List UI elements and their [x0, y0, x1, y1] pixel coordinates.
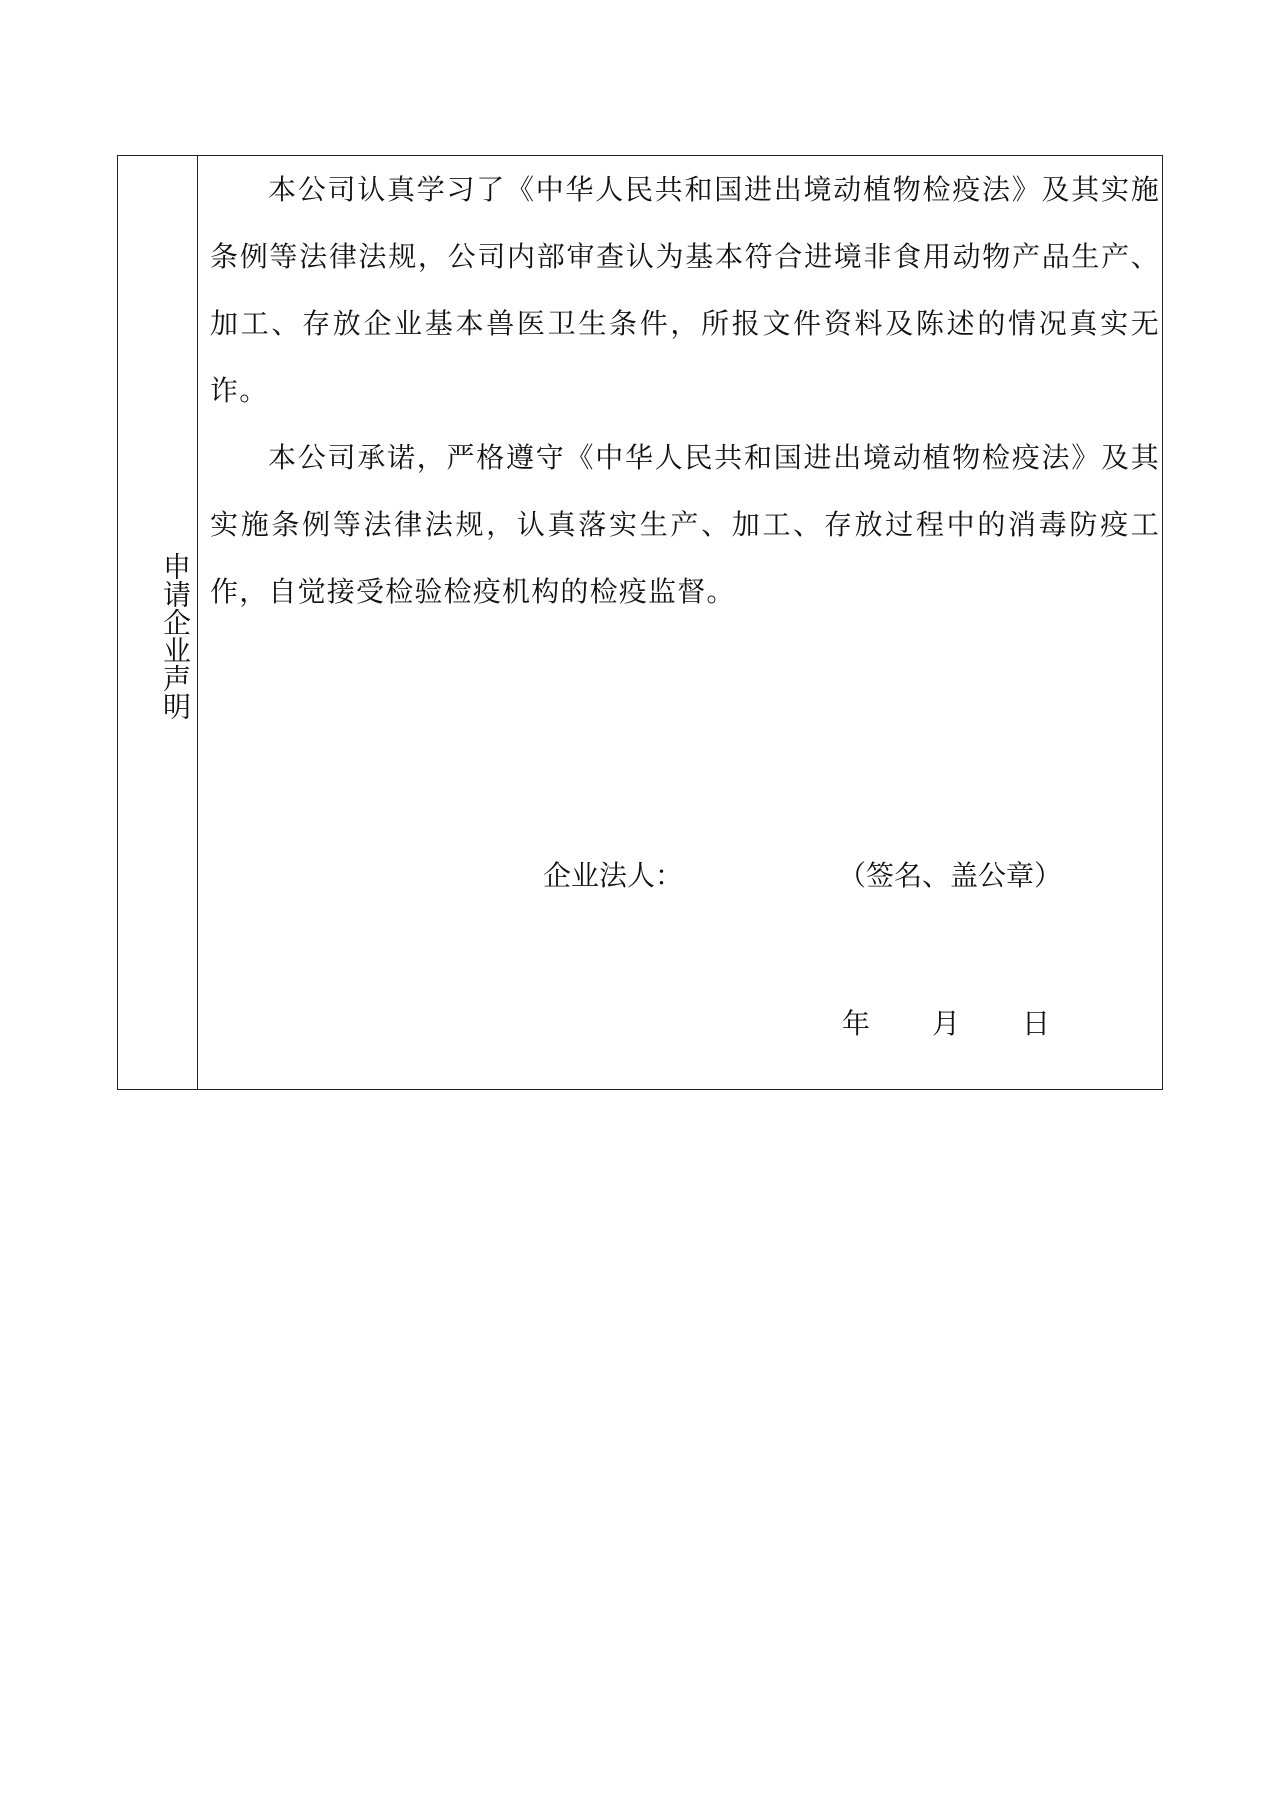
declaration-table	[117, 155, 1163, 1090]
legal-representative-label: 企业法人：	[543, 859, 684, 892]
date-month-label: 月	[932, 1007, 961, 1040]
date-year-label: 年	[842, 1007, 871, 1040]
signature-note: （签名、盖公章）	[838, 859, 1063, 892]
declaration-paragraph-2: 本公司承诺，严格遵守《中华人民共和国进出境动植物检疫法》及其实施条例等法律法规，认真落实生产、加工、存放过程中的消毒防疫工作，自觉接受检验检疫机构的检疫监督。	[210, 441, 1160, 608]
date-line	[198, 1004, 1162, 1044]
content-cell	[198, 156, 1162, 1089]
label-cell	[118, 156, 198, 1089]
date-day-label: 日	[1022, 1007, 1051, 1040]
signature-line	[198, 856, 1162, 896]
declaration-paragraph-1: 本公司认真学习了《中华人民共和国进出境动植物检疫法》及其实施条例等法律法规，公司内部审查认为基本符合进境非食用动物产品生产、加工、存放企业基本兽医卫生条件，所报文件资料及陈述的情况真实无诈。	[210, 173, 1160, 407]
section-label: 申请企业声明	[159, 552, 192, 720]
